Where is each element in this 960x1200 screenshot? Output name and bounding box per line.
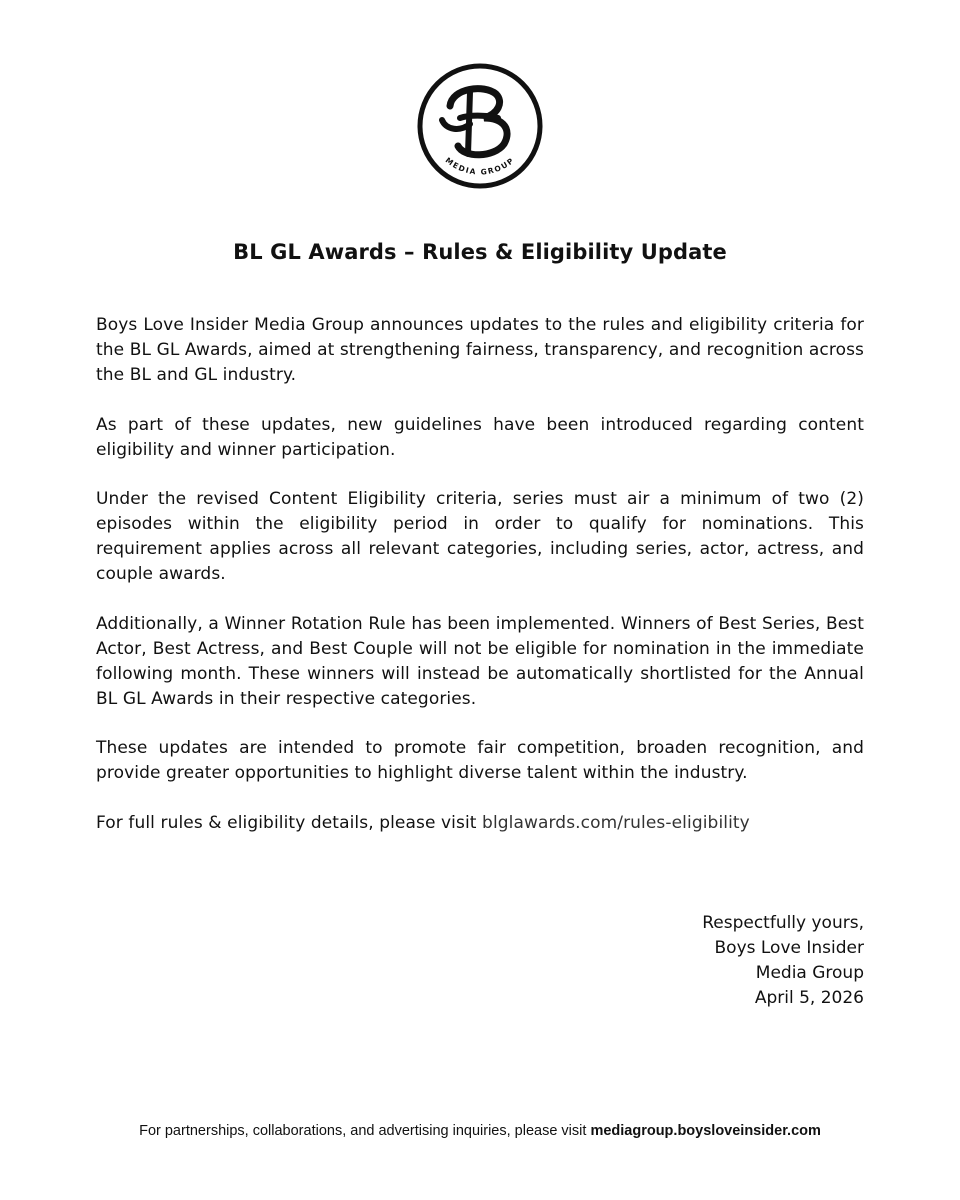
svg-text:MEDIA GROUP [444,156,517,177]
bli-b-logo-icon [412,58,548,194]
footer-text: For partnerships, collaborations, and advertising inquiries, please visit [139,1123,591,1139]
paragraph: Under the revised Content Eligibility criteria, series must air a minimum of two (2) episodes within the eligibility period in order to qualify for nominations. This requirement applies across all relevant categories, including series, actor, actress, and couple awards. [96,489,864,584]
signature-block [702,911,864,1011]
details-line [96,811,864,836]
details-prefix: For full rules & eligibility details, please visit [96,812,483,833]
signature-closing: Respectfully yours, [702,913,864,933]
paragraph: As part of these updates, new guidelines have been introduced regarding content eligibility and winner participation. [96,414,864,460]
paragraph: Boys Love Insider Media Group announces updates to the rules and eligibility criteria for the BL GL Awards, aimed at strengthening fairness, transparency, and recognition across the BL and GL industry. [96,315,864,385]
footer-link[interactable]: mediagroup.boysloveinsider.com [590,1123,821,1139]
rules-link[interactable]: blglawards.com/rules-eligibility [482,812,750,833]
paragraph: Additionally, a Winner Rotation Rule has been implemented. Winners of Best Series, Best Actor, Best Actress, and Best Couple will not be eligible for nomination in the immediate following month. These winners will instead be automatically shortlisted for the Annual BL GL Awards in their respective categories. [96,613,864,709]
signature-date: April 5, 2026 [754,988,864,1008]
letter-body [96,313,864,860]
paragraph: These updates are intended to promote fair competition, broaden recognition, and provide greater opportunities to highlight diverse talent within the industry. [96,738,864,783]
signature-org-line1: Boys Love Insider [714,938,864,958]
signature-org-line2: Media Group [755,963,864,983]
footer [0,1123,960,1139]
logo-ring-text: MEDIA GROUP [443,155,517,177]
page-title: BL GL Awards – Rules & Eligibility Update [233,240,727,264]
